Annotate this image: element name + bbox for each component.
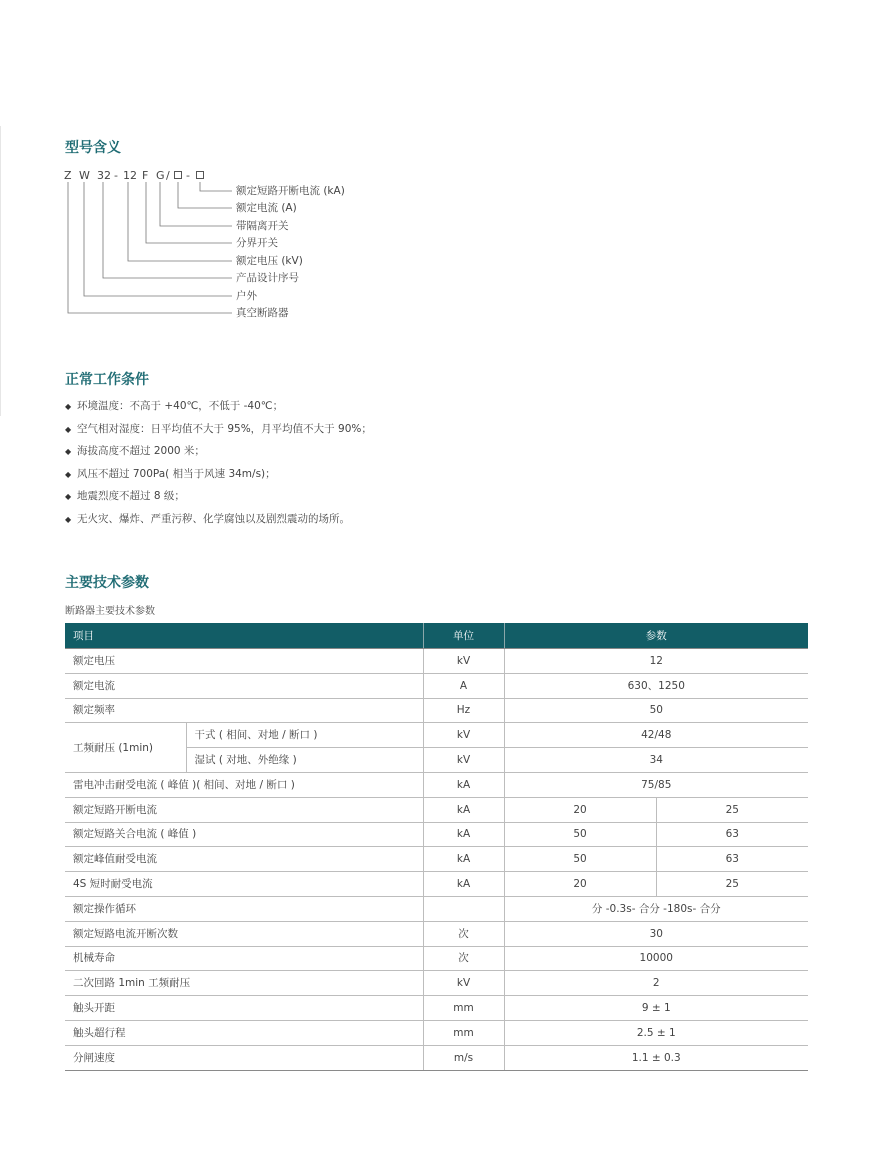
row-name: 额定电压 — [65, 649, 423, 674]
row-unit: Hz — [423, 698, 504, 723]
code-voltage: 12 — [123, 169, 137, 182]
table-row — [65, 649, 808, 674]
row-unit: kV — [423, 649, 504, 674]
row-value-2: 25 — [656, 797, 808, 822]
row-name: 分闸速度 — [65, 1045, 423, 1070]
diamond-bullet-icon: ◆ — [65, 447, 72, 456]
line-rated-current — [178, 182, 232, 208]
code-slash: / — [166, 169, 170, 182]
row-value-1: 20 — [504, 872, 656, 897]
table-row — [65, 971, 808, 996]
row-name: 二次回路 1min 工频耐压 — [65, 971, 423, 996]
list-item — [65, 467, 372, 490]
table-row — [65, 921, 808, 946]
row-name: 4S 短时耐受电流 — [65, 872, 423, 897]
line-demarcation-switch — [146, 182, 232, 243]
row-value: 34 — [504, 748, 808, 773]
meaning-breaking-current: 额定短路开断电流 (kA) — [236, 185, 345, 197]
table-row — [65, 847, 808, 872]
table-row — [65, 772, 808, 797]
line-disconnector — [160, 182, 232, 226]
row-name: 额定频率 — [65, 698, 423, 723]
row-value: 42/48 — [504, 723, 808, 748]
row-unit: 次 — [423, 921, 504, 946]
row-value-1: 50 — [504, 822, 656, 847]
code-design-number: 32 — [97, 169, 111, 182]
row-value: 10000 — [504, 946, 808, 971]
code-w: W — [79, 169, 90, 182]
condition-text: 无火灾、爆炸、严重污秽、化学腐蚀以及剧烈震动的场所。 — [77, 512, 350, 525]
current-placeholder-box — [174, 171, 182, 179]
meaning-demarcation-switch: 分界开关 — [236, 237, 278, 249]
meaning-vacuum-breaker: 真空断路器 — [236, 307, 289, 319]
line-rated-voltage — [128, 182, 232, 261]
code-z: Z — [64, 169, 72, 182]
diamond-bullet-icon: ◆ — [65, 492, 72, 501]
condition-text: 海拔高度不超过 2000 米； — [77, 445, 205, 457]
row-name: 额定峰值耐受电流 — [65, 847, 423, 872]
row-value-2: 25 — [656, 872, 808, 897]
row-unit: kV — [423, 723, 504, 748]
model-code — [0, 169, 873, 185]
header-value: 参数 — [504, 623, 808, 649]
table-row — [65, 797, 808, 822]
row-unit: kA — [423, 772, 504, 797]
diamond-bullet-icon: ◆ — [65, 424, 72, 434]
parameters-table — [65, 623, 808, 1071]
table-header-row — [65, 623, 808, 649]
meaning-rated-current: 额定电流 (A) — [236, 202, 297, 214]
row-unit: 次 — [423, 946, 504, 971]
row-value-1: 20 — [504, 797, 656, 822]
row-name: 额定操作循环 — [65, 896, 423, 921]
row-unit — [423, 896, 504, 921]
row-value: 2.5 ± 1 — [504, 1020, 808, 1045]
table-row — [65, 723, 808, 748]
table-row — [65, 698, 808, 723]
row-value: 12 — [504, 649, 808, 674]
condition-text: 空气相对湿度：日平均值不大于 95%，月平均值不大于 90%； — [77, 422, 372, 435]
list-item — [65, 399, 372, 422]
row-unit: kA — [423, 847, 504, 872]
diamond-bullet-icon: ◆ — [65, 402, 72, 411]
row-name: 额定短路开断电流 — [65, 797, 423, 822]
row-value: 2 — [504, 971, 808, 996]
code-f: F — [142, 169, 149, 182]
row-value: 630、1250 — [504, 673, 808, 698]
row-name: 额定电流 — [65, 673, 423, 698]
table-row — [65, 946, 808, 971]
line-vacuum-breaker — [68, 182, 232, 313]
row-value-1: 50 — [504, 847, 656, 872]
list-item — [65, 489, 372, 512]
row-value: 1.1 ± 0.3 — [504, 1045, 808, 1070]
list-item — [65, 444, 372, 467]
table-row — [65, 822, 808, 847]
table-row — [65, 1045, 808, 1070]
line-outdoor — [84, 182, 232, 296]
row-name: 雷电冲击耐受电流 ( 峰值 )( 相间、对地 / 断口 ) — [65, 772, 423, 797]
row-name: 机械寿命 — [65, 946, 423, 971]
row-value-2: 63 — [656, 847, 808, 872]
row-unit: mm — [423, 996, 504, 1021]
list-item — [65, 512, 372, 535]
row-value-2: 63 — [656, 822, 808, 847]
table-row — [65, 996, 808, 1021]
row-unit: A — [423, 673, 504, 698]
diamond-bullet-icon: ◆ — [65, 514, 72, 524]
row-name: 触头开距 — [65, 996, 423, 1021]
list-item — [65, 422, 372, 445]
meaning-rated-voltage: 额定电压 (kV) — [236, 255, 303, 267]
row-unit: kA — [423, 797, 504, 822]
meaning-disconnector: 带隔离开关 — [236, 220, 289, 232]
header-item: 项目 — [65, 623, 423, 649]
row-unit: kA — [423, 872, 504, 897]
condition-text: 环境温度：不高于 +40℃，不低于 -40℃； — [77, 400, 284, 412]
row-unit: kA — [423, 822, 504, 847]
diamond-bullet-icon: ◆ — [65, 469, 72, 479]
meaning-outdoor: 户外 — [236, 290, 257, 302]
code-dash: - — [114, 169, 118, 182]
meaning-design-number: 产品设计序号 — [236, 272, 299, 284]
row-unit: kV — [423, 748, 504, 773]
row-name: 触头超行程 — [65, 1020, 423, 1045]
table-row — [65, 673, 808, 698]
working-conditions-heading: 正常工作条件 — [65, 372, 149, 388]
code-g: G — [156, 169, 165, 182]
table-caption: 断路器主要技术参数 — [65, 606, 155, 617]
header-unit: 单位 — [423, 623, 504, 649]
line-design-number — [103, 182, 232, 278]
condition-text: 地震烈度不超过 8 级； — [77, 490, 185, 502]
row-name: 工频耐压 (1min) — [65, 723, 186, 773]
model-meaning-heading: 型号含义 — [65, 140, 121, 156]
breaking-current-placeholder-box — [196, 171, 204, 179]
row-name: 额定短路关合电流 ( 峰值 ) — [65, 822, 423, 847]
row-unit: mm — [423, 1020, 504, 1045]
row-subname: 干式 ( 相间、对地 / 断口 ) — [186, 723, 423, 748]
row-unit: kV — [423, 971, 504, 996]
row-unit: m/s — [423, 1045, 504, 1070]
row-value: 50 — [504, 698, 808, 723]
row-name: 额定短路电流开断次数 — [65, 921, 423, 946]
main-parameters-heading: 主要技术参数 — [65, 575, 149, 591]
code-dash-2: - — [186, 169, 190, 182]
table-row — [65, 896, 808, 921]
conditions-list — [65, 399, 372, 534]
row-value: 30 — [504, 921, 808, 946]
table-row — [65, 872, 808, 897]
row-value: 分 -0.3s- 合分 -180s- 合分 — [504, 896, 808, 921]
row-value: 9 ± 1 — [504, 996, 808, 1021]
table-row — [65, 1020, 808, 1045]
row-subname: 湿试 ( 对地、外绝缘 ) — [186, 748, 423, 773]
row-value: 75/85 — [504, 772, 808, 797]
condition-text: 风压不超过 700Pa( 相当于风速 34m/s)； — [77, 467, 276, 480]
